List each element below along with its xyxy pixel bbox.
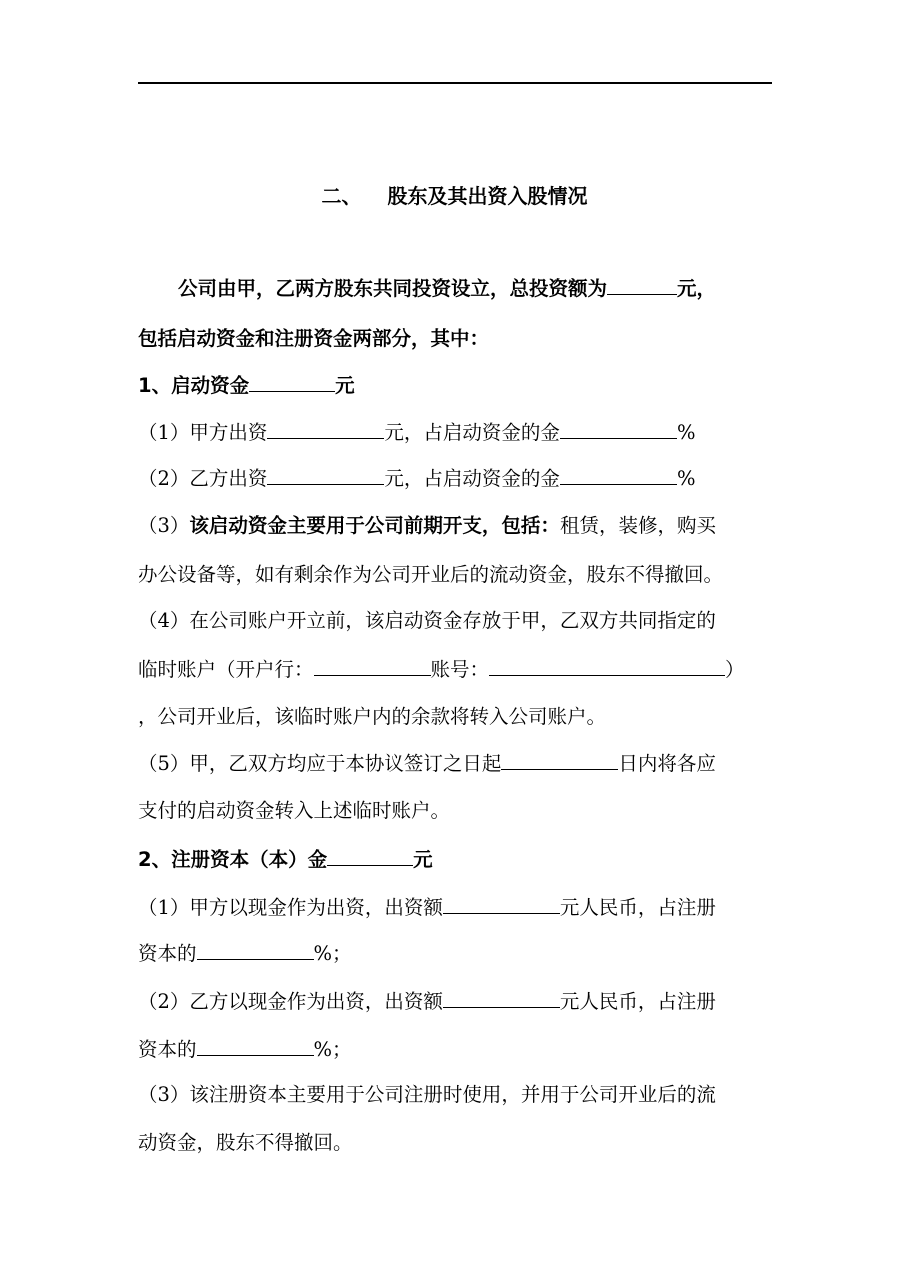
item-text: 元，占启动资金的金 bbox=[384, 421, 560, 444]
party-a-startup-percent-blank[interactable] bbox=[560, 419, 677, 439]
item-text: ） bbox=[725, 658, 745, 681]
bank-name-blank[interactable] bbox=[314, 656, 431, 676]
total-investment-blank[interactable] bbox=[607, 275, 677, 295]
days-blank[interactable] bbox=[501, 750, 618, 770]
part1-item5-line2: 支付的启动资金转入上述临时账户。 bbox=[138, 799, 451, 822]
part1-item2 bbox=[138, 465, 695, 492]
part2-item2-line2 bbox=[138, 1036, 352, 1063]
part2-heading bbox=[138, 846, 433, 873]
item-text: 日内将各应 bbox=[618, 752, 716, 775]
party-b-capital-amount-blank[interactable] bbox=[443, 988, 560, 1008]
item-text: 元，占启动资金的金 bbox=[384, 467, 560, 490]
part1-item3-line1 bbox=[138, 513, 716, 539]
item-text: 元人民币，占注册 bbox=[559, 990, 716, 1013]
part2-item3-line2: 动资金，股东不得撤回。 bbox=[138, 1131, 353, 1154]
item-text: %； bbox=[313, 942, 352, 965]
item-text: 租赁，装修，购买 bbox=[559, 514, 716, 537]
item-text: 元人民币，占注册 bbox=[559, 896, 716, 919]
part1-heading bbox=[138, 372, 355, 399]
registered-capital-blank[interactable] bbox=[327, 846, 413, 866]
item-text: 账号： bbox=[430, 658, 490, 681]
part2-item1-line1 bbox=[138, 894, 716, 921]
part1-heading-text: 1、启动资金 bbox=[138, 374, 250, 397]
section-title-text: 股东及其出资入股情况 bbox=[387, 184, 588, 208]
item-text: （5）甲，乙双方均应于本协议签订之日起 bbox=[138, 752, 502, 775]
item-bold-text: 该启动资金主要用于公司前期开支，包括： bbox=[189, 514, 560, 537]
intro-line-2: 包括启动资金和注册资金两部分，其中： bbox=[138, 327, 490, 350]
part1-item5-line1 bbox=[138, 750, 716, 777]
part1-item4-line3: ，公司开业后，该临时账户内的余款将转入公司账户。 bbox=[138, 705, 607, 728]
part1-item1 bbox=[138, 419, 695, 446]
intro-line-1 bbox=[178, 275, 716, 302]
part2-item3-line1: （3）该注册资本主要用于公司注册时使用，并用于公司开业后的流 bbox=[138, 1083, 716, 1106]
item-text: （2）乙方以现金作为出资，出资额 bbox=[138, 990, 443, 1013]
item-text: 资本的 bbox=[138, 1038, 197, 1061]
item-text: 资本的 bbox=[138, 942, 197, 965]
startup-fund-blank[interactable] bbox=[249, 372, 335, 392]
party-a-startup-amount-blank[interactable] bbox=[267, 419, 384, 439]
part1-heading-unit: 元 bbox=[335, 374, 355, 397]
part2-heading-text: 2、注册资本（本）金 bbox=[138, 848, 328, 871]
part1-item4-line1: （4）在公司账户开立前，该启动资金存放于甲，乙双方共同指定的 bbox=[138, 609, 716, 632]
party-a-capital-amount-blank[interactable] bbox=[443, 894, 560, 914]
percent-sign: % bbox=[676, 467, 696, 490]
header-rule bbox=[138, 82, 772, 84]
intro-unit: 元， bbox=[677, 277, 717, 300]
item-text: 临时账户（开户行： bbox=[138, 658, 314, 681]
part1-item4-line2 bbox=[138, 656, 745, 683]
part2-item1-line2 bbox=[138, 940, 352, 967]
item-text: （2）乙方出资 bbox=[138, 467, 268, 490]
party-b-capital-percent-blank[interactable] bbox=[197, 1036, 314, 1056]
section-title bbox=[0, 180, 909, 209]
percent-sign: % bbox=[676, 421, 696, 444]
party-b-startup-amount-blank[interactable] bbox=[267, 465, 384, 485]
part2-item2-line1 bbox=[138, 988, 716, 1015]
part1-item3-line2: 办公设备等，如有剩余作为公司开业后的流动资金，股东不得撤回。 bbox=[138, 563, 724, 586]
intro-text: 公司由甲，乙两方股东共同投资设立，总投资额为 bbox=[178, 277, 608, 300]
item-text: %； bbox=[313, 1038, 352, 1061]
section-number: 二、 bbox=[321, 184, 362, 208]
party-b-startup-percent-blank[interactable] bbox=[560, 465, 677, 485]
party-a-capital-percent-blank[interactable] bbox=[197, 940, 314, 960]
item-text: （1）甲方出资 bbox=[138, 421, 268, 444]
item-text: （1）甲方以现金作为出资，出资额 bbox=[138, 896, 443, 919]
part2-heading-unit: 元 bbox=[413, 848, 433, 871]
item-number: （3） bbox=[138, 514, 190, 537]
account-number-blank[interactable] bbox=[489, 656, 725, 676]
